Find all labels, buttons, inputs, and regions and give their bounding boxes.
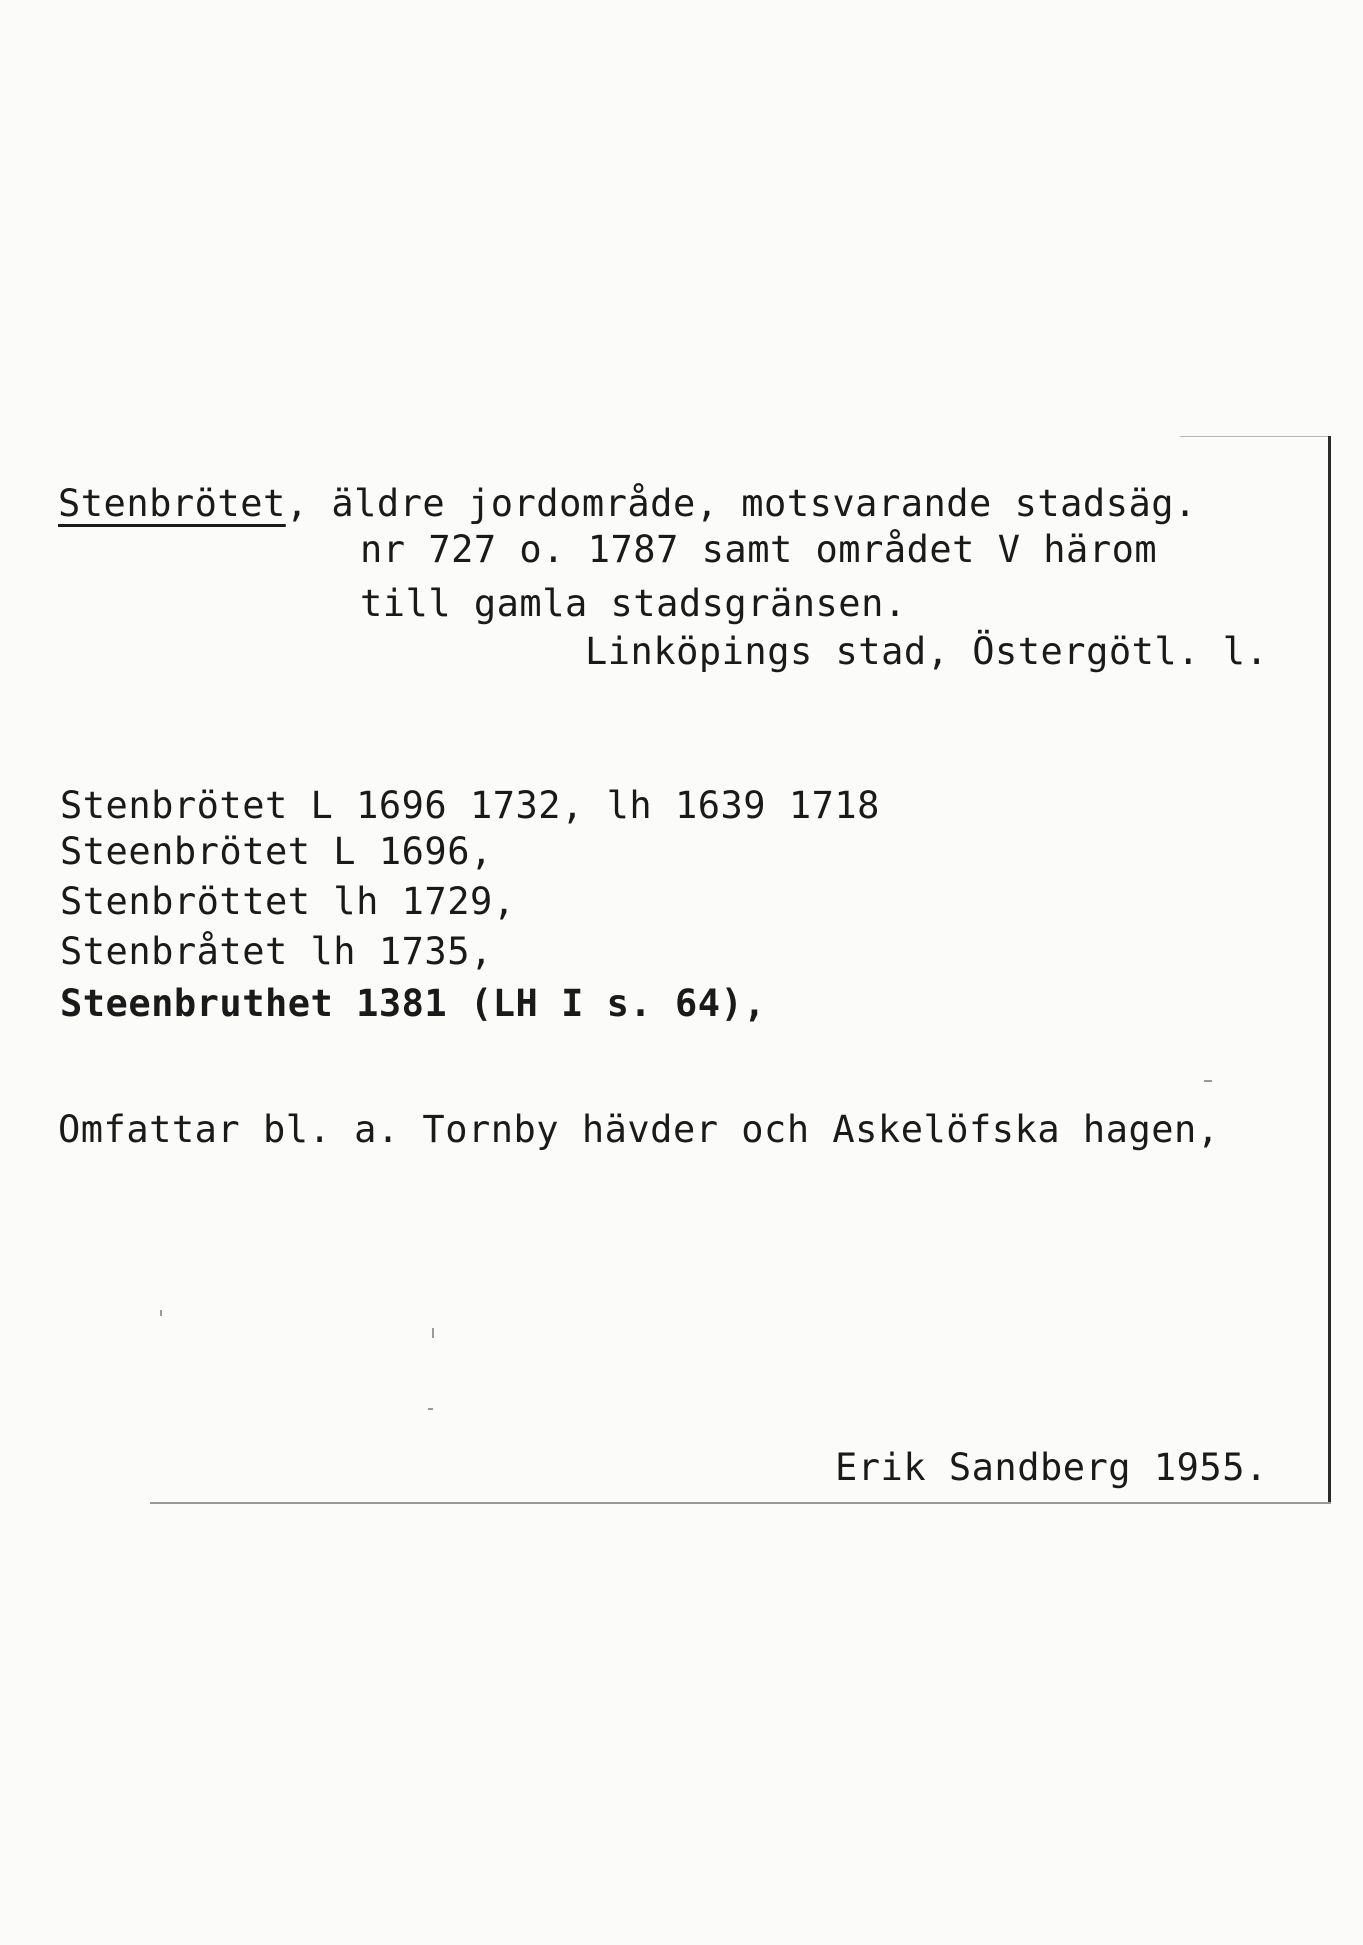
paper-speck [428, 1408, 433, 1410]
paper-speck [160, 1310, 162, 1316]
form-item: Stenbråtet lh 1735, [60, 930, 493, 973]
form-item: Stenbrötet L 1696 1732, lh 1639 1718 [60, 784, 880, 827]
card-right-edge [1328, 436, 1331, 1504]
paper-speck [432, 1328, 434, 1338]
headword: Stenbrötet [58, 482, 286, 525]
note: Omfattar bl. a. Tornby hävder och Askelöfska hagen, [58, 1108, 1220, 1151]
paper-speck [1204, 1080, 1212, 1082]
signature: Erik Sandberg 1955. [835, 1446, 1268, 1489]
form-item: Stenbröttet lh 1729, [60, 880, 516, 923]
form-item: Steenbruthet 1381 (LH I s. 64), [60, 982, 767, 1025]
form-item: Steenbrötet L 1696, [60, 830, 493, 873]
definition-line-2: nr 727 o. 1787 samt området V härom [360, 528, 1158, 571]
definition-line-3: till gamla stadsgränsen. [360, 582, 907, 625]
location: Linköpings stad, Östergötl. l. [585, 630, 1269, 673]
card-bottom-edge [150, 1502, 1331, 1504]
entry-first-line [58, 482, 1197, 526]
definition-line-1: , äldre jordområde, motsvarande stadsäg. [285, 482, 1197, 525]
card-top-edge [1180, 436, 1330, 437]
